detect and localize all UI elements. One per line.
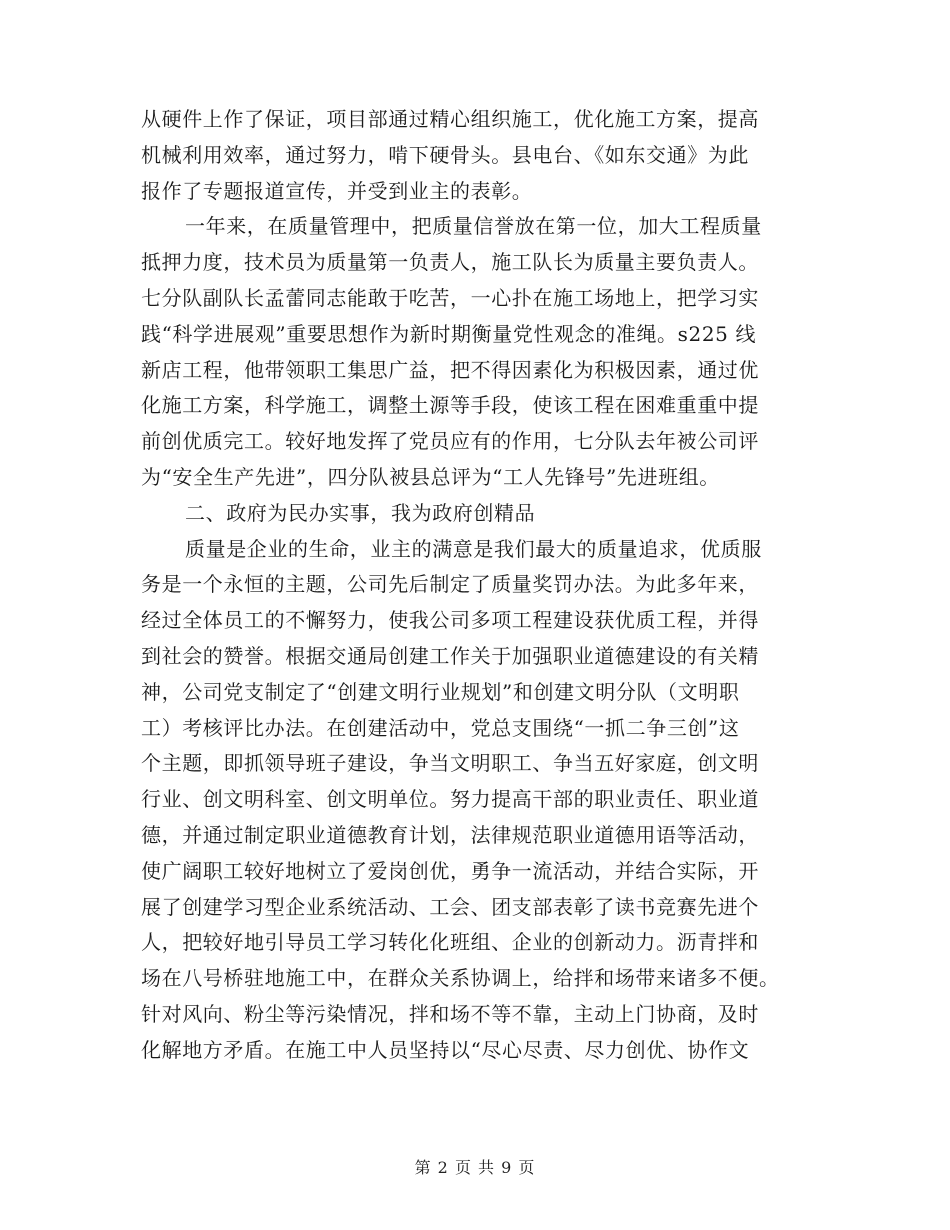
text-line: 到社会的赞誉。根据交通局创建工作关于加强职业道德建设的有关精 — [141, 643, 759, 668]
text-line: 场在八号桥驻地施工中，在群众关系协调上，给拌和场带来诸多不便。 — [141, 966, 780, 991]
text-line: 七分队副队长孟蕾同志能敢于吃苦，一心扑在施工场地上，把学习实 — [141, 285, 759, 310]
page-footer: 第 2 页 共 9 页 — [414, 1158, 536, 1177]
text-line: 化解地方矛盾。在施工中人员坚持以“尽心尽责、尽力创优、协作文 — [141, 1037, 750, 1062]
text-line: 前创优质完工。较好地发挥了党员应有的作用，七分队去年被公司评 — [141, 429, 759, 454]
text-line: 使广阔职工较好地树立了爱岗创优，勇争一流活动，并结合实际，开 — [141, 858, 759, 883]
text-line: 践“科学进展观”重要思想作为新时期衡量党性观念的准绳。s225 线 — [141, 321, 757, 346]
document-body — [141, 102, 806, 1069]
text-line: 报作了专题报道宣传，并受到业主的表彰。 — [141, 178, 533, 203]
text-line: 化施工方案，科学施工，调整土源等手段，使该工程在困难重重中提 — [141, 393, 759, 418]
text-line: 一年来，在质量管理中，把质量信誉放在第一位，加大工程质量 — [185, 214, 762, 239]
text-line: 神，公司党支制定了“创建文明行业规划”和创建文明分队（文明职 — [141, 679, 740, 704]
text-line: 展了创建学习型企业系统活动、工会、团支部表彰了读书竞赛先进个 — [141, 894, 759, 919]
text-line: 新店工程，他带领职工集思广益，把不得因素化为积极因素，通过优 — [141, 357, 759, 382]
text-line: 从硬件上作了保证，项目部通过精心组织施工，优化施工方案，提高 — [141, 107, 759, 131]
text-line: 抵押力度，技术员为质量第一负责人，施工队长为质量主要负责人。 — [141, 250, 759, 275]
text-line: 行业、创文明科室、创文明单位。努力提高干部的职业责任、职业道 — [141, 787, 759, 812]
text-line: 个主题，即抓领导班子建设，争当文明职工、争当五好家庭，创文明 — [141, 751, 759, 776]
text-line: 二、政府为民办实事，我为政府创精品 — [185, 500, 536, 525]
text-line: 务是一个永恒的主题，公司先后制定了质量奖罚办法。为此多年来， — [141, 572, 759, 597]
text-line: 为“安全生产先进”，四分队被县总评为“工人先锋号”先进班组。 — [141, 464, 720, 489]
text-line: 人，把较好地引导员工学习转化化班组、企业的创新动力。沥青拌和 — [141, 930, 759, 955]
text-line: 工）考核评比办法。在创建活动中，党总支围绕“一抓二争三创”这 — [141, 715, 740, 740]
text-line: 针对风向、粉尘等污染情况，拌和场不等不靠，主动上门协商，及时 — [141, 1001, 759, 1026]
text-line: 机械利用效率，通过努力，啃下硬骨头。县电台、《如东交通》为此 — [141, 142, 749, 167]
text-line: 质量是企业的生命，业主的满意是我们最大的质量追求，优质服 — [185, 536, 762, 561]
text-line: 经过全体员工的不懈努力，使我公司多项工程建设获优质工程，并得 — [141, 608, 759, 633]
text-line: 德，并通过制定职业道德教育计划，法律规范职业道德用语等活动， — [141, 822, 759, 847]
